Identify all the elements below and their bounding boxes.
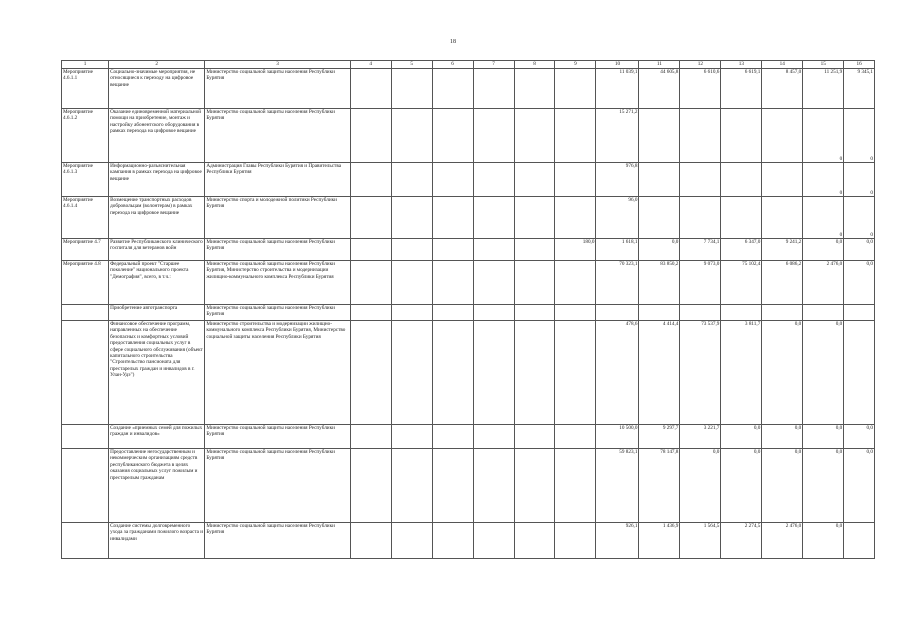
- empty-cell: [473, 239, 514, 261]
- empty-cell: [391, 239, 432, 261]
- amount-cell: 478,6: [596, 321, 639, 425]
- amount-cell: 0,0: [844, 261, 875, 305]
- amount-cell: [639, 163, 680, 197]
- amount-cell: [721, 197, 762, 239]
- amount-cell: 73 537,9: [680, 321, 721, 425]
- amount-cell: 0,0: [844, 239, 875, 261]
- empty-cell: [350, 109, 391, 163]
- amount-cell: 1 436,9: [639, 523, 680, 559]
- amount-cell: 11 039,1: [596, 69, 639, 109]
- amount-cell: 926,1: [596, 523, 639, 559]
- amount-cell: 83 850,2: [639, 261, 680, 305]
- empty-cell: [514, 261, 555, 305]
- amount-cell: 3 811,7: [721, 321, 762, 425]
- amount-cell: [555, 69, 596, 109]
- empty-cell: [391, 69, 432, 109]
- amount-cell: 0,0: [803, 523, 844, 559]
- empty-cell: [350, 449, 391, 523]
- empty-cell: [473, 425, 514, 449]
- amount-cell: 0,0: [721, 425, 762, 449]
- empty-cell: [432, 523, 473, 559]
- empty-cell: [391, 109, 432, 163]
- amount-cell: [555, 449, 596, 523]
- amount-cell: 0,0: [721, 449, 762, 523]
- amount-cell: 7 734,1: [680, 239, 721, 261]
- table-row: [62, 261, 875, 305]
- empty-cell: [391, 305, 432, 321]
- amount-cell: [762, 163, 803, 197]
- event-name-cell: Финансовое обеспечение программ, направленных на обеспечение безопасных и комфортных условий предоставления социальных услуг в сфере социального обслуживания (объект капитального строительства "Строительство пансионата для престарелых граждан и инвалидов в г. Улан-Удэ"): [109, 321, 205, 425]
- empty-cell: [350, 305, 391, 321]
- empty-cell: [350, 261, 391, 305]
- amount-cell: 0: [844, 109, 875, 163]
- amount-cell: [844, 305, 875, 321]
- column-number: 15: [803, 61, 844, 69]
- amount-cell: [555, 321, 596, 425]
- amount-cell: 0,0: [803, 239, 844, 261]
- amount-cell: [639, 197, 680, 239]
- amount-cell: 976,8: [596, 163, 639, 197]
- empty-cell: [473, 109, 514, 163]
- amount-cell: 75 102,4: [721, 261, 762, 305]
- event-name-cell: Социально-значимые мероприятия, не относящиеся к переходу на цифровое вещание: [109, 69, 205, 109]
- table-row: [62, 305, 875, 321]
- empty-cell: [432, 69, 473, 109]
- amount-cell: 0: [803, 197, 844, 239]
- page-number: 18: [450, 39, 456, 45]
- event-code-cell: Мероприятие 4.6.1.3: [62, 163, 109, 197]
- column-number: 9: [555, 61, 596, 69]
- empty-cell: [473, 305, 514, 321]
- empty-cell: [473, 197, 514, 239]
- event-code-cell: [62, 425, 109, 449]
- amount-cell: [844, 523, 875, 559]
- empty-cell: [473, 69, 514, 109]
- event-code-cell: Мероприятие 4.6.1.4: [62, 197, 109, 239]
- empty-cell: [350, 163, 391, 197]
- amount-cell: 6 086,2: [762, 261, 803, 305]
- empty-cell: [514, 69, 555, 109]
- empty-cell: [391, 425, 432, 449]
- empty-cell: [432, 305, 473, 321]
- amount-cell: 0: [803, 163, 844, 197]
- amount-cell: 0: [803, 109, 844, 163]
- amount-cell: 0,0: [639, 239, 680, 261]
- table-row: [62, 69, 875, 109]
- event-name-cell: Развитие Республиканского клинического госпиталя для ветеранов войн: [109, 239, 205, 261]
- amount-cell: [555, 305, 596, 321]
- amount-cell: 59 823,1: [596, 449, 639, 523]
- column-number: 16: [844, 61, 875, 69]
- event-code-cell: [62, 321, 109, 425]
- empty-cell: [391, 523, 432, 559]
- empty-cell: [350, 239, 391, 261]
- amount-cell: 44 605,8: [639, 69, 680, 109]
- event-name-cell: Предоставление негосударственным и некоммерческим организациям средств республиканского бюджета в целях оказания социальных услуг пожилым и престарелым гражданам: [109, 449, 205, 523]
- amount-cell: [721, 305, 762, 321]
- amount-cell: [680, 109, 721, 163]
- event-code-cell: [62, 523, 109, 559]
- amount-cell: 96,0: [596, 197, 639, 239]
- column-number: 6: [432, 61, 473, 69]
- column-number: 4: [350, 61, 391, 69]
- executor-cell: Министерство социальной защиты населения Республики Бурятия: [205, 425, 350, 449]
- table-row: [62, 523, 875, 559]
- amount-cell: [762, 197, 803, 239]
- event-name-cell: Создание «приемных семей для пожилых граждан и инвалидов»: [109, 425, 205, 449]
- event-code-cell: [62, 449, 109, 523]
- event-code-cell: [62, 305, 109, 321]
- column-number: 1: [62, 61, 109, 69]
- amount-cell: 0,0: [762, 425, 803, 449]
- empty-cell: [473, 261, 514, 305]
- budget-table: [61, 60, 875, 559]
- amount-cell: [762, 305, 803, 321]
- event-name-cell: Возмещение транспортных расходов добровольцам (волонтерам) в рамках перехода на цифровое вещание: [109, 197, 205, 239]
- empty-cell: [432, 425, 473, 449]
- amount-cell: 0,0: [803, 321, 844, 425]
- empty-cell: [350, 69, 391, 109]
- amount-cell: 6 619,1: [721, 69, 762, 109]
- empty-cell: [473, 163, 514, 197]
- executor-cell: Министерство социальной защиты населения Республики Бурятия: [205, 449, 350, 523]
- amount-cell: 2 476,0: [762, 523, 803, 559]
- empty-cell: [432, 321, 473, 425]
- event-name-cell: Федеральный проект "Старшее поколение" национального проекта "Демография", всего, в т.ч.:: [109, 261, 205, 305]
- amount-cell: [844, 321, 875, 425]
- header-row: [62, 61, 875, 69]
- empty-cell: [350, 425, 391, 449]
- empty-cell: [350, 321, 391, 425]
- amount-cell: 6 347,0: [721, 239, 762, 261]
- empty-cell: [514, 239, 555, 261]
- empty-cell: [391, 163, 432, 197]
- amount-cell: 1 618,1: [596, 239, 639, 261]
- empty-cell: [514, 197, 555, 239]
- event-name-cell: Создание системы долговременного ухода за гражданами пожилого возраста и инвалидами: [109, 523, 205, 559]
- column-number: 12: [680, 61, 721, 69]
- empty-cell: [350, 523, 391, 559]
- amount-cell: 0,0: [844, 425, 875, 449]
- executor-cell: Министерство строительства и модернизации жилищно-коммунального комплекса Республики Бурятия, Министерство социальной защиты населения Республики Бурятия: [205, 321, 350, 425]
- empty-cell: [514, 305, 555, 321]
- empty-cell: [391, 321, 432, 425]
- empty-cell: [514, 449, 555, 523]
- empty-cell: [514, 523, 555, 559]
- empty-cell: [432, 197, 473, 239]
- empty-cell: [391, 449, 432, 523]
- executor-cell: Министерство спорта и молодежной политики Республики Бурятия: [205, 197, 350, 239]
- amount-cell: 1 564,5: [680, 523, 721, 559]
- amount-cell: 0,0: [762, 449, 803, 523]
- table-row: [62, 321, 875, 425]
- amount-cell: 15 271,2: [596, 109, 639, 163]
- amount-cell: 78 147,8: [639, 449, 680, 523]
- event-code-cell: Мероприятие 4.8: [62, 261, 109, 305]
- column-number: 11: [639, 61, 680, 69]
- amount-cell: 0,0: [844, 449, 875, 523]
- amount-cell: [680, 197, 721, 239]
- amount-cell: 0,0: [680, 449, 721, 523]
- amount-cell: [721, 109, 762, 163]
- column-number: 2: [109, 61, 205, 69]
- table-row: [62, 239, 875, 261]
- empty-cell: [432, 163, 473, 197]
- column-number: 8: [514, 61, 555, 69]
- empty-cell: [432, 239, 473, 261]
- amount-cell: [680, 163, 721, 197]
- amount-cell: 3 221,7: [680, 425, 721, 449]
- amount-cell: 9 073,0: [680, 261, 721, 305]
- amount-cell: 11 251,9: [803, 69, 844, 109]
- amount-cell: 9 297,7: [639, 425, 680, 449]
- empty-cell: [350, 197, 391, 239]
- empty-cell: [391, 261, 432, 305]
- table-row: [62, 425, 875, 449]
- amount-cell: 2 476,0: [803, 261, 844, 305]
- column-number: 10: [596, 61, 639, 69]
- table-row: [62, 163, 875, 197]
- empty-cell: [473, 523, 514, 559]
- column-number: 14: [762, 61, 803, 69]
- amount-cell: [762, 109, 803, 163]
- amount-cell: [555, 261, 596, 305]
- amount-cell: 9 345,1: [844, 69, 875, 109]
- amount-cell: 0,0: [762, 321, 803, 425]
- column-number: 5: [391, 61, 432, 69]
- amount-cell: 180,0: [555, 239, 596, 261]
- event-code-cell: Мероприятие 4.6.1.2: [62, 109, 109, 163]
- amount-cell: 0: [844, 197, 875, 239]
- amount-cell: [555, 109, 596, 163]
- empty-cell: [473, 449, 514, 523]
- empty-cell: [514, 425, 555, 449]
- event-name-cell: Информационно-разъяснительная кампания в рамках перехода на цифровое вещание: [109, 163, 205, 197]
- amount-cell: 0: [844, 163, 875, 197]
- amount-cell: [555, 523, 596, 559]
- empty-cell: [514, 321, 555, 425]
- executor-cell: Министерство социальной защиты населения Республики Бурятия: [205, 69, 350, 109]
- amount-cell: [803, 305, 844, 321]
- executor-cell: Министерство социальной защиты населения Республики Бурятия: [205, 523, 350, 559]
- amount-cell: [680, 305, 721, 321]
- table-row: [62, 449, 875, 523]
- empty-cell: [391, 197, 432, 239]
- executor-cell: Министерство социальной защиты населения Республики Бурятия: [205, 109, 350, 163]
- amount-cell: 8 457,0: [762, 69, 803, 109]
- amount-cell: [639, 305, 680, 321]
- amount-cell: 2 274,5: [721, 523, 762, 559]
- amount-cell: [596, 305, 639, 321]
- event-name-cell: Оказание единовременной материальной помощи на приобретение, монтаж и настройку абонентского оборудования в рамках перехода на цифровое вещание: [109, 109, 205, 163]
- empty-cell: [432, 449, 473, 523]
- empty-cell: [432, 109, 473, 163]
- column-number: 7: [473, 61, 514, 69]
- amount-cell: [555, 163, 596, 197]
- amount-cell: 9 241,2: [762, 239, 803, 261]
- executor-cell: Министерство социальной защиты населения Республики Бурятия: [205, 239, 350, 261]
- empty-cell: [473, 321, 514, 425]
- amount-cell: 10 500,0: [596, 425, 639, 449]
- executor-cell: Министерство социальной защиты населения Республики Бурятия, Министерство строительства и модернизации жилищно-коммунального комплекса Республики Бурятия: [205, 261, 350, 305]
- column-number: 13: [721, 61, 762, 69]
- executor-cell: Администрация Главы Республики Бурятия и Правительства Республики Бурятия: [205, 163, 350, 197]
- amount-cell: [721, 163, 762, 197]
- amount-cell: 6 610,6: [680, 69, 721, 109]
- empty-cell: [514, 109, 555, 163]
- event-code-cell: Мероприятие 4.7: [62, 239, 109, 261]
- column-number: 3: [205, 61, 350, 69]
- amount-cell: 70 323,1: [596, 261, 639, 305]
- empty-cell: [432, 261, 473, 305]
- amount-cell: [555, 197, 596, 239]
- amount-cell: 0,0: [803, 449, 844, 523]
- empty-cell: [514, 163, 555, 197]
- table-row: [62, 197, 875, 239]
- event-name-cell: Приобретение автотранспорта: [109, 305, 205, 321]
- amount-cell: [555, 425, 596, 449]
- amount-cell: 0,0: [803, 425, 844, 449]
- table-row: [62, 109, 875, 163]
- amount-cell: [639, 109, 680, 163]
- event-code-cell: Мероприятие 4.6.1.1: [62, 69, 109, 109]
- amount-cell: 4 414,4: [639, 321, 680, 425]
- executor-cell: Министерство социальной защиты населения Республики Бурятия: [205, 305, 350, 321]
